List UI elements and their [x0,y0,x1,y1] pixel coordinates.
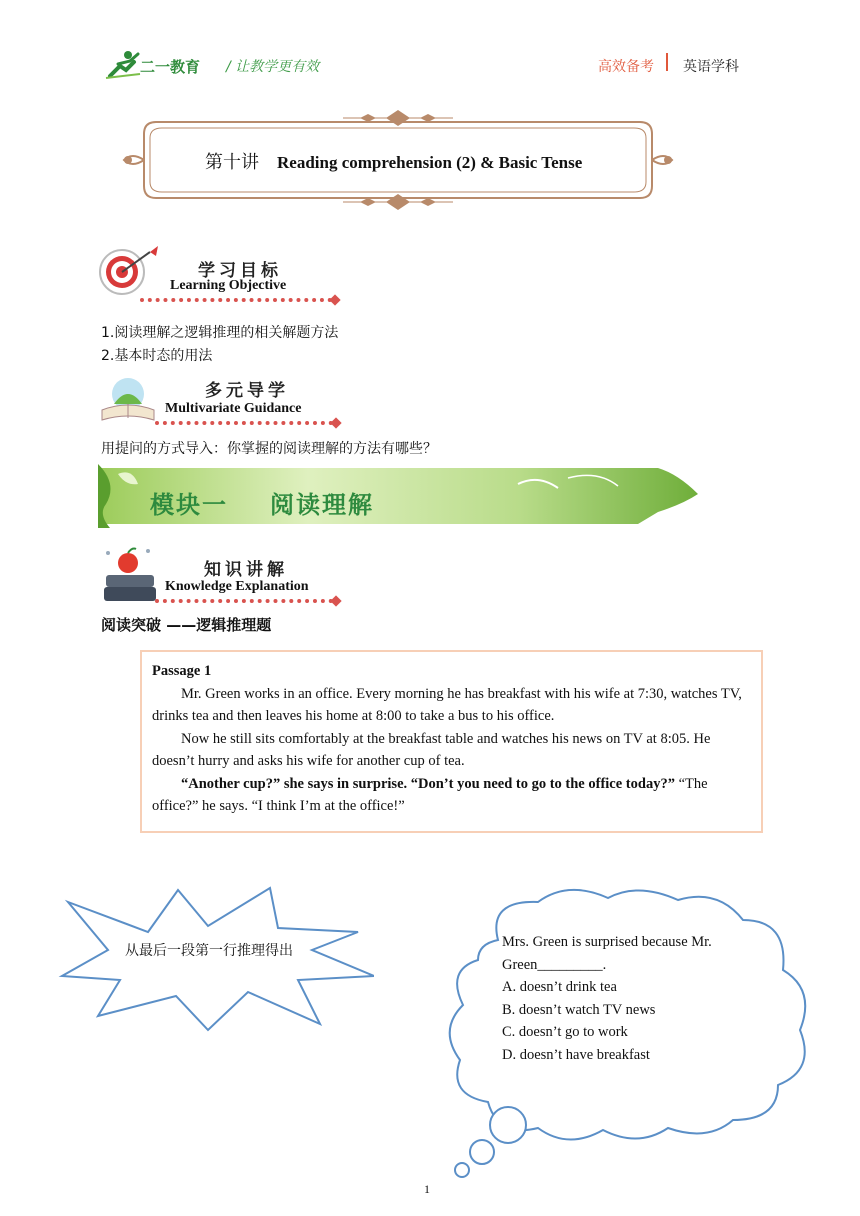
passage-paragraph [152,773,752,818]
subject-label: 英语学科 [683,59,739,75]
section-divider [155,599,333,603]
header-divider [666,53,668,71]
multivariate-en: Multivariate Guidance [165,401,302,416]
divider-diamond-icon [329,294,340,305]
book-landscape-icon [98,374,160,424]
learning-objective-cn: 学习目标 [198,261,282,281]
module-name: 阅读理解 [270,491,374,519]
knowledge-cn: 知识讲解 [204,560,288,580]
knowledge-en: Knowledge Explanation [165,579,309,594]
passage-rest: “The office?” he says. “I think I’m at the office!” [152,775,708,814]
module-number: 模块一 [150,491,228,519]
section-divider [155,421,333,425]
page-number: 1 [424,1182,430,1196]
reading-heading: 阅读突破 ——逻辑推理题 [101,616,272,634]
passage-text [152,660,752,818]
question-option: C. doesn’t go to work [502,1024,628,1040]
question-stem: Mrs. Green is surprised because Mr. [502,934,712,950]
section-divider [140,298,332,302]
divider-diamond-icon [330,417,341,428]
brand-slogan: / 让教学更有效 [226,59,320,75]
lecture-name: Reading comprehension (2) & Basic Tense [277,153,583,172]
multivariate-cn: 多元导学 [205,381,289,401]
divider-diamond-icon [330,595,341,606]
question-stem: Green_________. [502,956,607,973]
question-block [502,931,762,1066]
lecture-number: 第十讲 [205,152,259,173]
passage-bold-quote: “Another cup?” she says in surprise. “Don’t you need to go to the office today?” [181,775,675,792]
passage-title: Passage 1 [152,663,212,679]
question-option: B. doesn’t watch TV news [502,1001,656,1018]
objective-item: 2.基本时态的用法 [101,348,213,364]
module-title [150,485,374,520]
learning-objective-en: Learning Objective [170,278,287,293]
brand-logo-text: 二一教育 [140,58,201,76]
question-option: D. doesn’t have breakfast [502,1046,650,1063]
question-option: A. doesn’t drink tea [502,979,617,995]
objective-item: 1.阅读理解之逻辑推理的相关解题方法 [101,325,339,341]
guidance-text: 用提问的方式导入：你掌握的阅读理解的方法有哪些？ [101,441,437,457]
passage-paragraph: Now he still sits comfortably at the breakfast table and watches his news on TV at 8:05. He doesn’t hurry and asks his wife for another cup of tea. [152,730,711,769]
brand-logo-icon [104,48,144,80]
hint-text: 从最后一段第一行推理得出 [125,943,293,959]
exam-label: 高效备考 [598,59,654,75]
lecture-title [205,148,582,174]
apple-books-icon [98,543,160,605]
target-icon [98,236,160,306]
passage-paragraph: Mr. Green works in an office. Every morning he has breakfast with his wife at 7:30, watches TV, drinks tea and then leaves his home at 8:00 to take a bus to his office. [152,685,742,724]
